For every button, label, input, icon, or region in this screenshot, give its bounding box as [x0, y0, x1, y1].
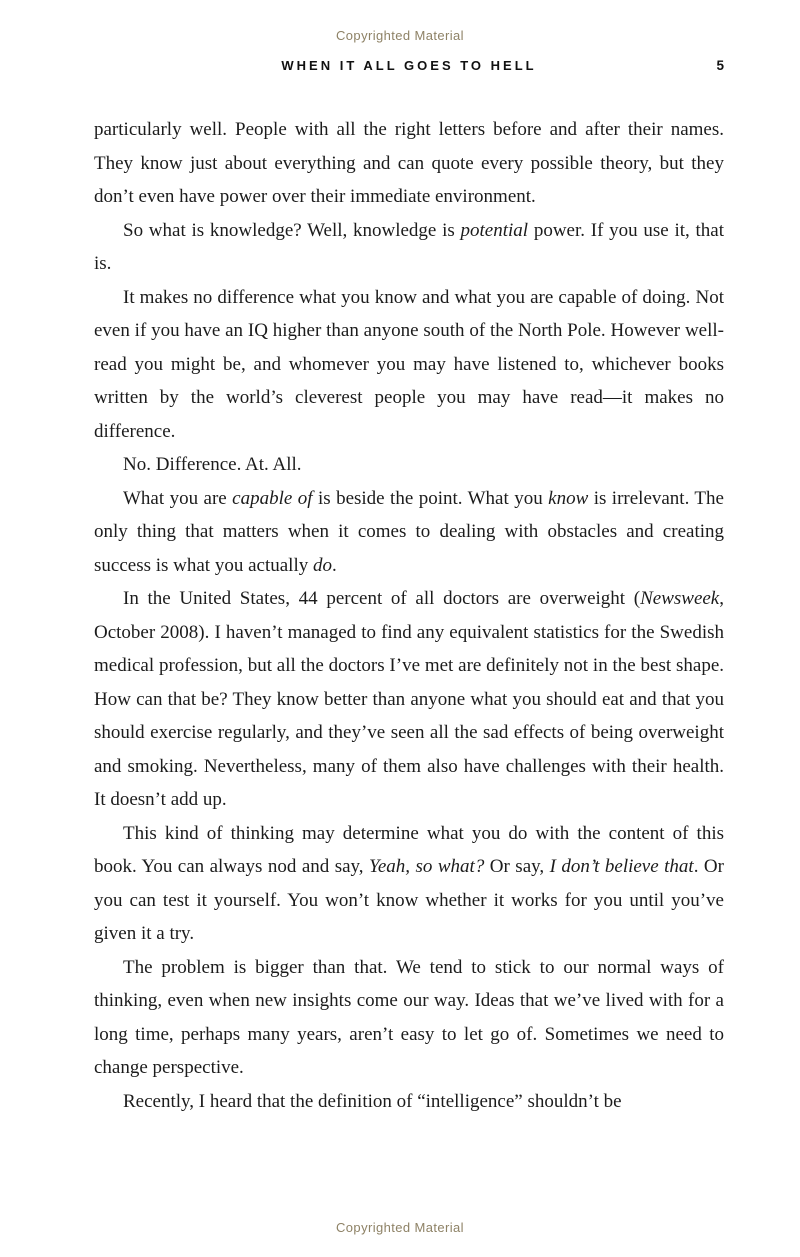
- text-run: power. If you use it, that is.: [94, 219, 724, 274]
- text-run: particularly well. People with all the right letters before and after their names. They know just about everything and can quote every possible theory, but they don’t even have power over their immediate environment.: [94, 119, 724, 207]
- paragraph: [94, 113, 724, 214]
- paragraph: [94, 951, 724, 1085]
- text-run: is beside the point. What you: [312, 487, 549, 509]
- paragraph: [94, 582, 724, 817]
- paragraph: [94, 214, 724, 281]
- text-run: No. Difference. At. All.: [123, 454, 302, 475]
- chapter-title: WHEN IT ALL GOES TO HELL: [281, 58, 537, 73]
- italic-run: potential: [460, 219, 529, 241]
- copyright-notice-top: Copyrighted Material: [336, 28, 464, 43]
- copyright-notice-bottom: Copyrighted Material: [336, 1220, 464, 1235]
- text-run: So what is knowledge? Well, knowledge is: [123, 219, 461, 241]
- italic-run: Newsweek: [640, 588, 720, 609]
- text-run: . Or you can test it yourself. You won’t know whether it works for you until you’ve given it a try.: [94, 856, 724, 944]
- text-run: The problem is bigger than that. We tend to stick to our normal ways of thinking, even when new insights come our way. Ideas that we’ve lived with for a long time, perhaps many years, aren’t easy to let go of. Sometimes we need to change perspective.: [94, 956, 724, 1078]
- text-run: This kind of thinking may determine what you do with the content of this book. You can always nod and say,: [94, 822, 724, 877]
- text-run: Recently, I heard that the definition of “intelligence” shouldn’t be: [123, 1090, 622, 1112]
- text-run: .: [331, 554, 337, 576]
- text-run: , October 2008). I haven’t managed to find any equivalent statistics for the Swedish medical profession, but all the doctors I’ve met are definitely not in the best shape. How can that be? They know better than anyone what you should eat and that you should exercise regularly, and they’ve seen all the sad effects of being overweight and smoking. Nevertheless, many of them also have challenges with their health. It doesn’t add up.: [94, 588, 724, 810]
- paragraph: [94, 281, 724, 449]
- paragraph: [94, 1085, 724, 1119]
- paragraph: [94, 482, 724, 583]
- page-number: 5: [716, 58, 724, 73]
- paragraph: [94, 817, 724, 951]
- paragraph: [94, 448, 724, 482]
- text-run: Or say,: [484, 856, 550, 877]
- italic-run: capable of: [232, 487, 313, 509]
- text-run: In the United States, 44 percent of all doctors are overweight (: [123, 588, 641, 609]
- text-run: is irrelevant. The only thing that matters when it comes to dealing with obstacles and creating success is what you actually: [94, 487, 724, 576]
- page-body: [94, 113, 724, 1118]
- running-head: [94, 58, 724, 76]
- text-run: It makes no difference what you know and what you are capable of doing. Not even if you have an IQ higher than anyone south of the North Pole. However well-read you might be, and whomever you may have listened to, whichever books written by the world’s cleverest people you may have read—it makes no difference.: [94, 286, 724, 442]
- italic-run: Yeah, so what?: [369, 856, 485, 877]
- italic-run: I don’t believe that: [549, 856, 694, 877]
- italic-run: know: [548, 487, 589, 509]
- italic-run: do: [312, 554, 332, 576]
- text-run: What you are: [123, 487, 233, 509]
